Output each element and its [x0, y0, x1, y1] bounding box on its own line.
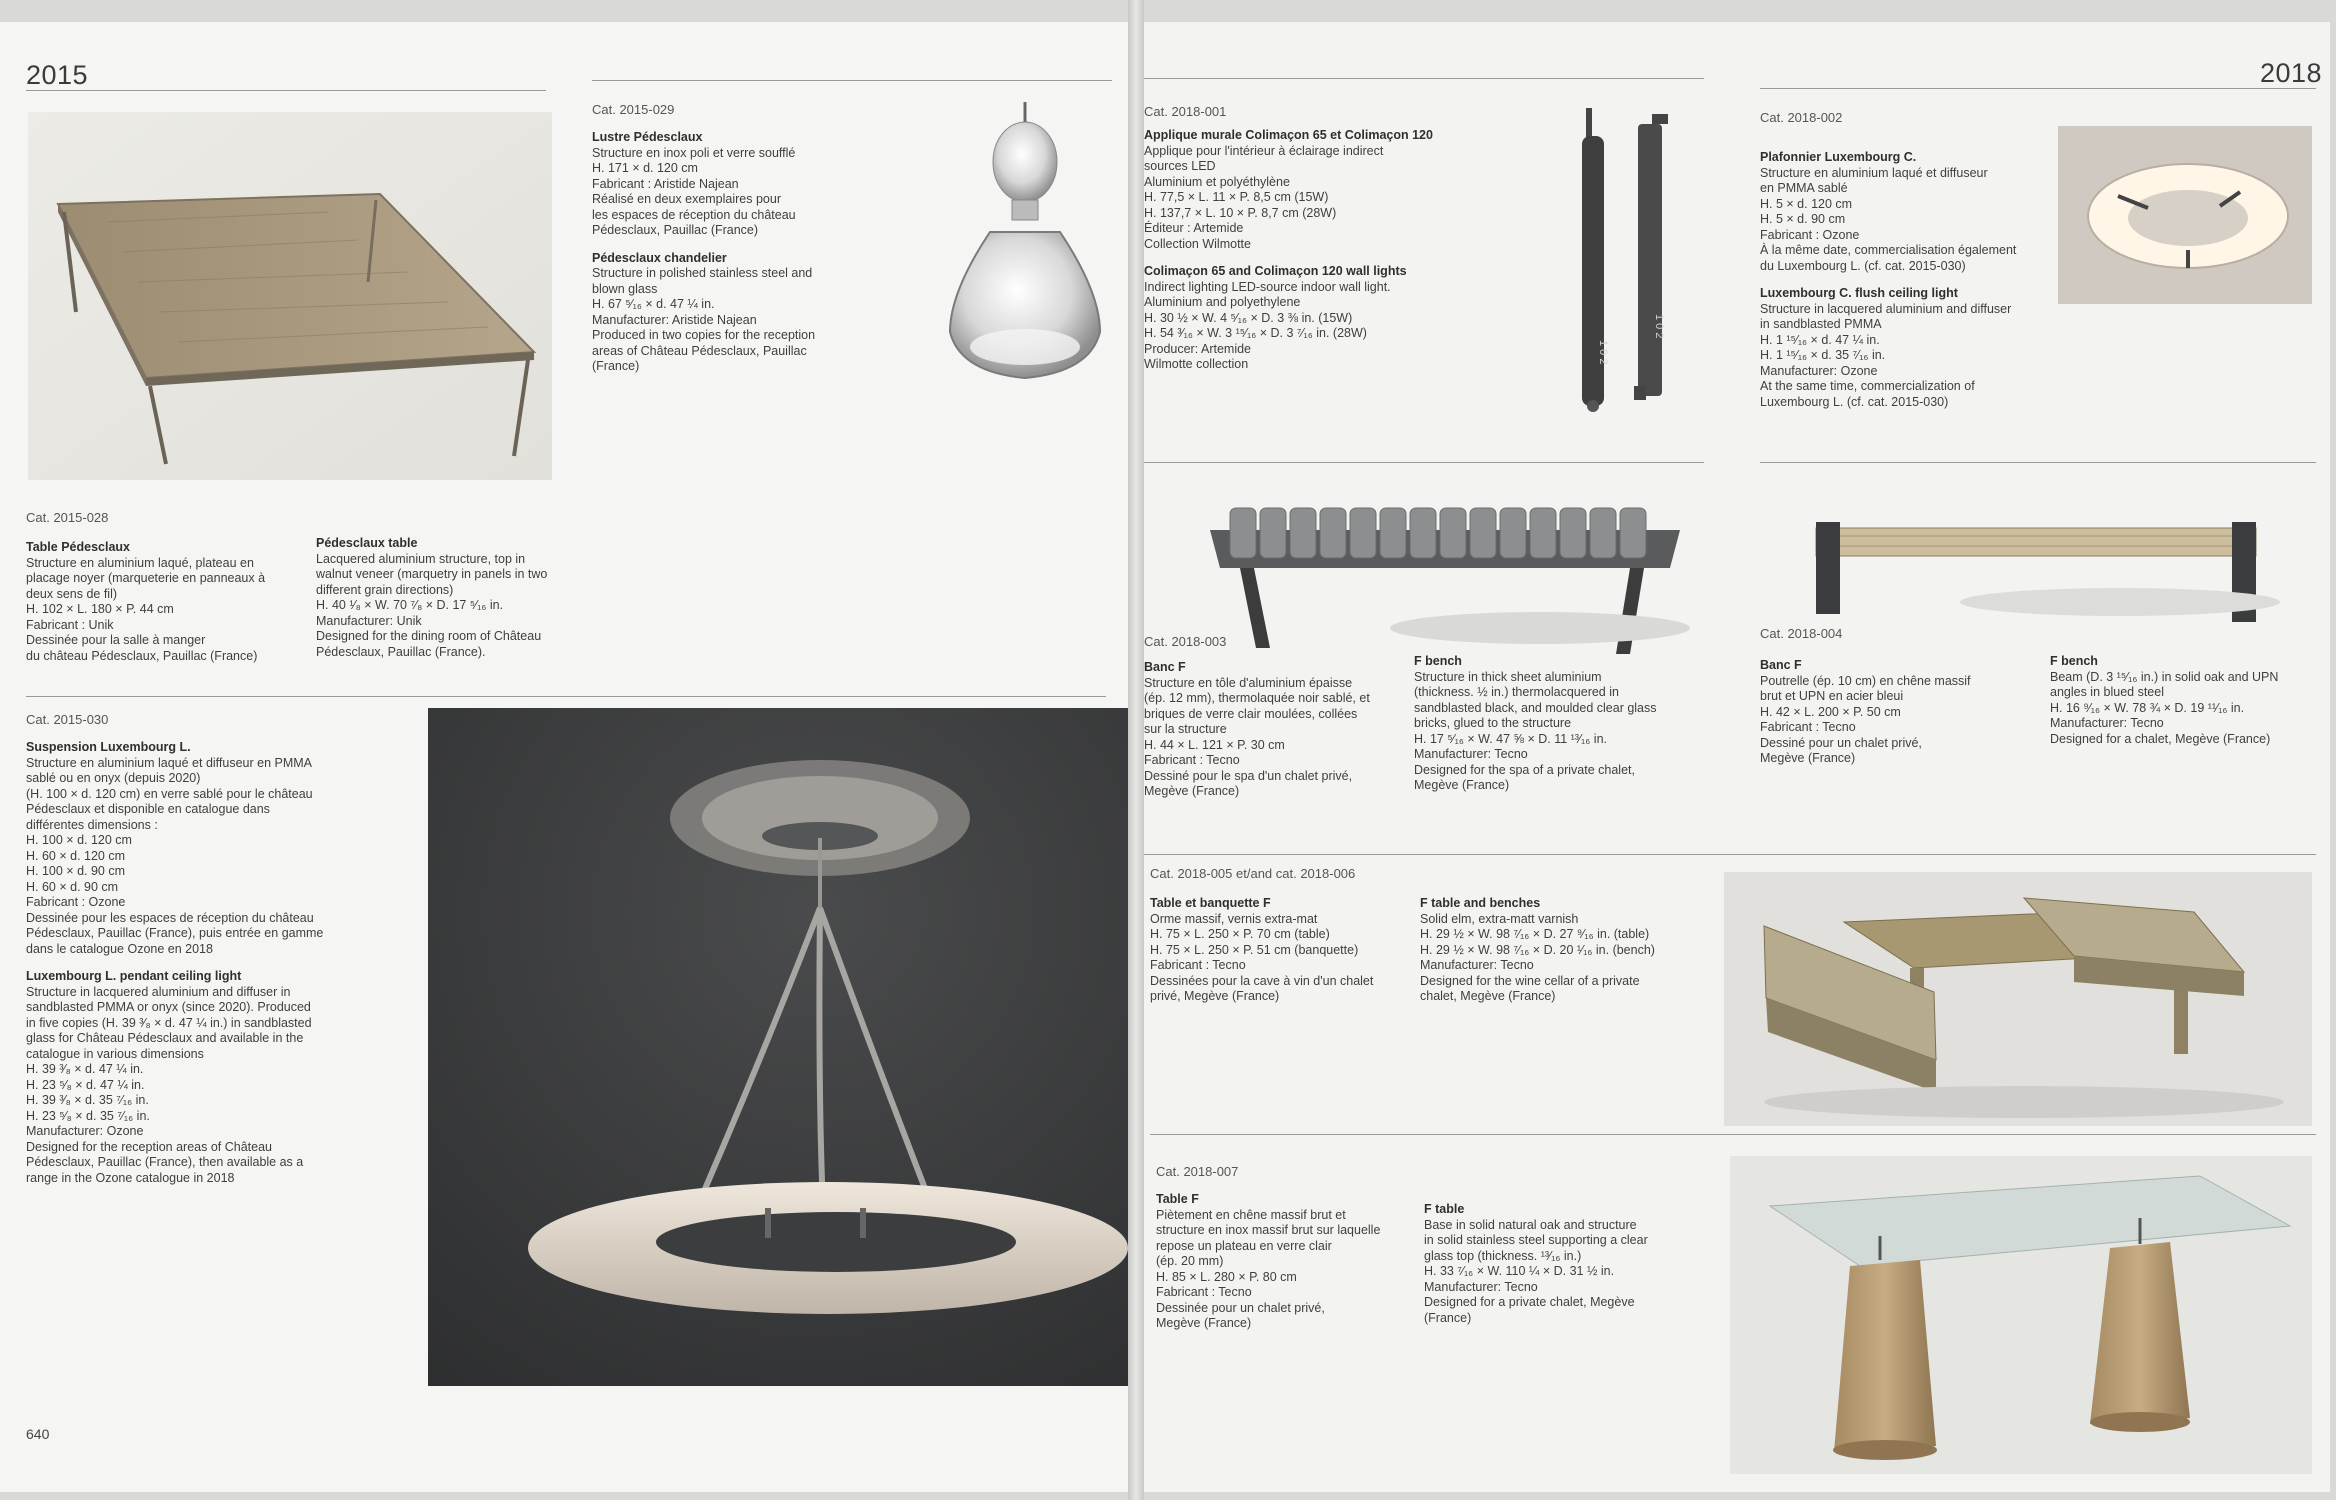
desc-line: H. 137,7 × L. 10 × P. 8,7 cm (28W): [1144, 205, 1337, 220]
desc-line: Producer: Artemide: [1144, 341, 1251, 356]
catalog-number: Cat. 2018-001: [1144, 104, 1227, 119]
desc-line: Structure en aluminium laqué et diffuseur: [1760, 165, 1988, 180]
item-title: F table: [1424, 1202, 1465, 1216]
item-title: Suspension Luxembourg L.: [26, 740, 191, 754]
desc-line: H. 40 ¹⁄₈ × W. 70 ⁷⁄₈ × D. 17 ⁵⁄₁₆ in.: [316, 598, 504, 612]
divider-rule: [592, 80, 1112, 81]
item-title: Applique murale Colimaçon 65 et Colimaçon 120: [1144, 128, 1433, 142]
desc-line: Fabricant : Unik: [26, 617, 114, 632]
desc-line: privé, Megève (France): [1150, 989, 1280, 1003]
desc-line: H. 77,5 × L. 11 × P. 8,5 cm (15W): [1144, 190, 1329, 204]
item-title: Banc F: [1760, 658, 1802, 672]
divider-rule: [1144, 854, 2316, 855]
right-page: [1144, 22, 2330, 1492]
desc-line: H. 85 × L. 280 × P. 80 cm: [1156, 1269, 1297, 1284]
desc-line: Dessinée pour les espaces de réception du château: [26, 910, 314, 925]
description-en: [1424, 1202, 1724, 1326]
desc-line: H. 5 × d. 90 cm: [1760, 212, 1846, 226]
desc-line: H. 23 ⁵⁄₈ × d. 47 ¼ in.: [26, 1077, 145, 1092]
desc-line: Dessiné pour un chalet privé,: [1760, 735, 1922, 750]
desc-line: (thickness. ½ in.) thermolacquered in: [1414, 685, 1619, 699]
catalog-number: Cat. 2018-005 et/and cat. 2018-006: [1150, 866, 1356, 881]
desc-line: Structure en aluminium laqué et diffuseur en PMMA: [26, 755, 313, 770]
desc-line: (H. 100 × d. 120 cm) en verre sablé pour le château: [26, 786, 313, 801]
desc-line: H. 16 ⁹⁄₁₆ × W. 78 ¾ × D. 19 ¹¹⁄₁₆ in.: [2050, 700, 2245, 715]
f-bench-glass-photo: [1200, 488, 1700, 668]
desc-line: Beam (D. 3 ¹⁵⁄₁₆ in.) in solid oak and UPN: [2050, 669, 2279, 684]
page-year: 2018: [2260, 58, 2323, 88]
desc-line: H. 75 × L. 250 × P. 51 cm (banquette): [1150, 942, 1359, 957]
item-title: Table Pédesclaux: [26, 540, 130, 554]
desc-line: areas of Château Pédesclaux, Pauillac: [592, 343, 807, 358]
desc-line: H. 39 ³⁄₈ × d. 35 ⁷⁄₁₆ in.: [26, 1093, 149, 1107]
desc-line: Aluminium et polyéthylène: [1144, 174, 1290, 189]
desc-line: catalogue in various dimensions: [26, 1046, 204, 1061]
desc-line: H. 100 × d. 120 cm: [26, 833, 132, 847]
divider-rule: [1760, 88, 2316, 89]
desc-line: Structure en tôle d'aluminium épaisse: [1144, 675, 1353, 690]
description-en: [316, 536, 586, 660]
desc-line: H. 30 ½ × W. 4 ⁵⁄₁₆ × D. 3 ⅜ in. (15W): [1144, 310, 1353, 325]
desc-line: Dessinée pour la salle à manger: [26, 633, 206, 647]
desc-line: range in the Ozone catalogue in 2018: [26, 1170, 235, 1185]
desc-line: blown glass: [592, 281, 658, 296]
desc-line: Pédesclaux, Pauillac (France), puis entrée en gamme: [26, 926, 324, 940]
desc-line: Manufacturer: Tecno: [1420, 958, 1534, 972]
desc-line: Éditeur : Artemide: [1144, 221, 1244, 235]
desc-line: sandblasted black, and moulded clear glass: [1414, 700, 1657, 715]
desc-line: Structure in lacquered aluminium and diffuser: [1760, 301, 2012, 316]
desc-line: (ép. 12 mm), thermolaquée noir sablé, et: [1144, 691, 1370, 705]
desc-line: Dessinées pour la cave à vin d'un chalet: [1150, 973, 1374, 988]
desc-line: H. 100 × d. 90 cm: [26, 864, 126, 878]
desc-line: Fabricant : Tecno: [1144, 753, 1240, 767]
desc-line: Designed for a chalet, Megève (France): [2050, 731, 2271, 746]
desc-line: Structure en aluminium laqué, plateau en: [26, 555, 254, 570]
desc-line: Fabricant : Tecno: [1156, 1285, 1252, 1299]
divider-rule: [26, 90, 546, 91]
desc-line: briques de verre clair moulées, collées: [1144, 706, 1358, 721]
left-page: [0, 22, 1128, 1492]
desc-line: Orme massif, vernis extra-mat: [1150, 911, 1318, 926]
description-fr: [1760, 658, 2050, 767]
description-en: [1420, 896, 1720, 1005]
divider-rule: [1144, 78, 1704, 79]
description-en: [1414, 654, 1714, 794]
desc-line: Structure in polished stainless steel and: [592, 266, 813, 280]
desc-line: H. 1 ¹⁵⁄₁₆ × d. 35 ⁷⁄₁₆ in.: [1760, 348, 1886, 362]
desc-line: Poutrelle (ép. 10 cm) en chêne massif: [1760, 673, 1971, 688]
desc-line: Produced in two copies for the reception: [592, 328, 816, 342]
desc-line: Manufacturer: Tecno: [2050, 716, 2164, 730]
desc-line: H. 54 ³⁄₁₆ × W. 3 ¹⁵⁄₁₆ × D. 3 ⁷⁄₁₆ in. (28W): [1144, 326, 1367, 340]
item-title: Luxembourg L. pendant ceiling light: [26, 969, 242, 983]
desc-line: H. 29 ½ × W. 98 ⁷⁄₁₆ × D. 27 ⁹⁄₁₆ in. (table): [1420, 927, 1650, 941]
description-fr: [26, 540, 296, 664]
desc-line: glass for Château Pédesclaux and available in the: [26, 1031, 304, 1045]
desc-line: Luxembourg L. (cf. cat. 2015-030): [1760, 394, 1949, 409]
desc-line: placage noyer (marqueterie en panneaux à: [26, 571, 266, 585]
description-fr: [1150, 896, 1420, 1005]
page-year: 2015: [26, 60, 89, 90]
item-title: F bench: [2050, 654, 2098, 668]
desc-line: Fabricant : Tecno: [1760, 720, 1856, 734]
item-title: F table and benches: [1420, 896, 1541, 910]
desc-line: Lacquered aluminium structure, top in: [316, 551, 526, 566]
item-title: Table et banquette F: [1150, 896, 1271, 910]
desc-line: brut et UPN en acier bleui: [1760, 689, 1904, 703]
desc-line: in five copies (H. 39 ³⁄₈ × d. 47 ¼ in.) in sandblasted: [26, 1015, 312, 1030]
desc-line: in solid stainless steel supporting a clear: [1424, 1233, 1648, 1247]
desc-line: H. 39 ³⁄₈ × d. 47 ¼ in.: [26, 1062, 144, 1076]
desc-line: Megève (France): [1144, 784, 1240, 798]
desc-line: Manufacturer: Tecno: [1424, 1279, 1538, 1294]
page-number: 640: [26, 1426, 50, 1442]
desc-line: Piètement en chêne massif brut et: [1156, 1207, 1346, 1222]
desc-line: H. 75 × L. 250 × P. 70 cm (table): [1150, 927, 1330, 941]
desc-line: Fabricant : Aristide Najean: [592, 176, 739, 191]
desc-line: du château Pédesclaux, Pauillac (France): [26, 648, 258, 663]
desc-line: H. 44 × L. 121 × P. 30 cm: [1144, 737, 1285, 752]
desc-line: H. 67 ⁵⁄₁₆ × d. 47 ¼ in.: [592, 297, 715, 311]
desc-line: en PMMA sablé: [1760, 181, 1848, 195]
desc-line: Pédesclaux, Pauillac (France).: [316, 644, 486, 659]
desc-line: Fabricant : Tecno: [1150, 958, 1246, 972]
desc-line: Designed for the reception areas of Château: [26, 1139, 272, 1154]
desc-line: les espaces de réception du château: [592, 207, 796, 222]
desc-line: Base in solid natural oak and structure: [1424, 1217, 1637, 1232]
desc-line: différentes dimensions :: [26, 817, 158, 832]
desc-line: Megève (France): [1414, 778, 1510, 792]
item-title: Plafonnier Luxembourg C.: [1760, 150, 1917, 164]
desc-line: Dessiné pour le spa d'un chalet privé,: [1144, 768, 1353, 783]
item-title: F bench: [1414, 654, 1462, 668]
desc-line: sandblasted PMMA or onyx (since 2020). Produced: [26, 1000, 311, 1014]
item-title: Pédesclaux table: [316, 536, 418, 550]
book-gutter: [1128, 0, 1144, 1500]
lamp-label: 1 0 2: [1597, 340, 1609, 365]
desc-line: H. 171 × d. 120 cm: [592, 161, 698, 175]
f-table-oak-photo: [1730, 1156, 2312, 1474]
desc-line: H. 1 ¹⁵⁄₁₆ × d. 47 ¼ in.: [1760, 332, 1880, 347]
desc-line: structure en inox massif brut sur laquelle: [1156, 1223, 1381, 1237]
desc-line: different grain directions): [316, 582, 454, 597]
colimacon-wall-lights-photo: [1564, 100, 1704, 420]
item-title: Colimaçon 65 and Colimaçon 120 wall lights: [1144, 264, 1407, 278]
desc-line: glass top (thickness. ¹³⁄₁₆ in.): [1424, 1248, 1582, 1263]
desc-line: Pédesclaux, Pauillac (France), then available as a: [26, 1155, 304, 1169]
desc-line: Structure en inox poli et verre soufflé: [592, 145, 796, 160]
desc-line: (France): [1424, 1310, 1472, 1325]
desc-line: dans le catalogue Ozone en 2018: [26, 941, 213, 956]
item-title: Luxembourg C. flush ceiling light: [1760, 286, 1958, 300]
luxembourg-l-photo: [428, 708, 1128, 1386]
desc-line: angles in blued steel: [2050, 685, 2164, 699]
desc-line: (ép. 20 mm): [1156, 1254, 1224, 1268]
divider-rule: [26, 696, 1106, 697]
desc-line: Réalisé en deux exemplaires pour: [592, 192, 781, 206]
chandelier-photo: [930, 102, 1110, 402]
desc-line: Wilmotte collection: [1144, 357, 1249, 371]
desc-line: Manufacturer: Ozone: [1760, 363, 1878, 378]
desc-line: sablé ou en onyx (depuis 2020): [26, 771, 201, 785]
catalog-number: Cat. 2015-029: [592, 102, 675, 117]
luxembourg-c-photo: [2058, 126, 2312, 304]
desc-line: H. 60 × d. 90 cm: [26, 879, 119, 894]
item-title: Banc F: [1144, 660, 1186, 674]
desc-line: Fabricant : Ozone: [26, 895, 126, 909]
desc-line: Solid elm, extra-matt varnish: [1420, 911, 1579, 926]
desc-line: Designed for the dining room of Château: [316, 629, 542, 643]
desc-line: Manufacturer: Tecno: [1414, 747, 1528, 761]
description-fr: [1156, 1192, 1426, 1332]
f-bench-oak-photo: [1800, 502, 2280, 642]
desc-line: Manufacturer: Ozone: [26, 1124, 144, 1138]
table-pedesclaux-photo: [28, 112, 552, 480]
description-fr: [1144, 660, 1434, 800]
desc-line: bricks, glued to the structure: [1414, 716, 1572, 730]
desc-line: At the same time, commercialization of: [1760, 379, 1975, 393]
item-title: Table F: [1156, 1192, 1199, 1206]
desc-line: Structure in lacquered aluminium and diffuser in: [26, 984, 291, 999]
desc-line: sources LED: [1144, 159, 1216, 173]
description-fr: [1760, 150, 2060, 410]
desc-line: Aluminium and polyethylene: [1144, 295, 1301, 309]
desc-line: Designed for the spa of a private chalet,: [1414, 762, 1635, 777]
desc-line: in sandblasted PMMA: [1760, 317, 1882, 331]
desc-line: Designed for a private chalet, Megève: [1424, 1295, 1635, 1309]
catalog-number: Cat. 2018-004: [1760, 626, 1843, 641]
divider-rule: [1760, 462, 2316, 463]
catalog-number: Cat. 2018-007: [1156, 1164, 1239, 1179]
desc-line: du Luxembourg L. (cf. cat. 2015-030): [1760, 258, 1966, 273]
item-title: Lustre Pédesclaux: [592, 130, 703, 144]
description-fr: [26, 740, 386, 1186]
desc-line: Megève (France): [1760, 751, 1856, 765]
desc-line: repose un plateau en verre clair: [1156, 1238, 1332, 1253]
divider-rule: [1144, 462, 1704, 463]
desc-line: (France): [592, 359, 640, 373]
desc-line: H. 42 × L. 200 × P. 50 cm: [1760, 704, 1901, 719]
item-title: Pédesclaux chandelier: [592, 250, 727, 265]
lamp-label: 1 0 2: [1653, 314, 1665, 339]
description-en: [2050, 654, 2320, 747]
desc-line: chalet, Megève (France): [1420, 989, 1556, 1003]
desc-line: Dessinée pour un chalet privé,: [1156, 1300, 1325, 1315]
desc-line: deux sens de fil): [26, 586, 118, 601]
f-table-benches-photo: [1724, 872, 2312, 1126]
catalog-number: Cat. 2018-003: [1144, 634, 1227, 649]
desc-line: H. 29 ½ × W. 98 ⁷⁄₁₆ × D. 20 ¹⁄₁₆ in. (bench): [1420, 942, 1655, 957]
desc-line: Pédesclaux, Pauillac (France): [592, 223, 759, 237]
desc-line: H. 5 × d. 120 cm: [1760, 196, 1853, 211]
desc-line: Manufacturer: Unik: [316, 613, 422, 628]
catalog-number: Cat. 2015-030: [26, 712, 109, 727]
desc-line: Indirect lighting LED-source indoor wall light.: [1144, 279, 1391, 294]
desc-line: Structure in thick sheet aluminium: [1414, 669, 1602, 684]
desc-line: Megève (France): [1156, 1316, 1252, 1330]
desc-line: À la même date, commercialisation également: [1760, 243, 2017, 257]
desc-line: H. 23 ⁵⁄₈ × d. 35 ⁷⁄₁₆ in.: [26, 1108, 150, 1123]
desc-line: Applique pour l'intérieur à éclairage indirect: [1144, 143, 1384, 158]
desc-line: H. 17 ⁵⁄₁₆ × W. 47 ⅝ × D. 11 ¹³⁄₁₆ in.: [1414, 731, 1607, 746]
description-fr: [1144, 128, 1444, 373]
desc-line: H. 102 × L. 180 × P. 44 cm: [26, 602, 174, 616]
desc-line: Fabricant : Ozone: [1760, 227, 1860, 242]
desc-line: H. 60 × d. 120 cm: [26, 848, 126, 863]
catalog-number: Cat. 2018-002: [1760, 110, 1843, 125]
desc-line: Manufacturer: Aristide Najean: [592, 312, 757, 327]
desc-line: sur la structure: [1144, 722, 1227, 736]
description-fr: [592, 130, 892, 375]
desc-line: Pédesclaux et disponible en catalogue dans: [26, 802, 270, 816]
desc-line: walnut veneer (marquetry in panels in two: [316, 567, 548, 581]
desc-line: Collection Wilmotte: [1144, 236, 1251, 251]
desc-line: H. 33 ⁷⁄₁₆ × W. 110 ¼ × D. 31 ½ in.: [1424, 1264, 1615, 1278]
divider-rule: [1150, 1134, 2316, 1135]
desc-line: Designed for the wine cellar of a private: [1420, 973, 1640, 988]
catalog-number: Cat. 2015-028: [26, 510, 109, 525]
